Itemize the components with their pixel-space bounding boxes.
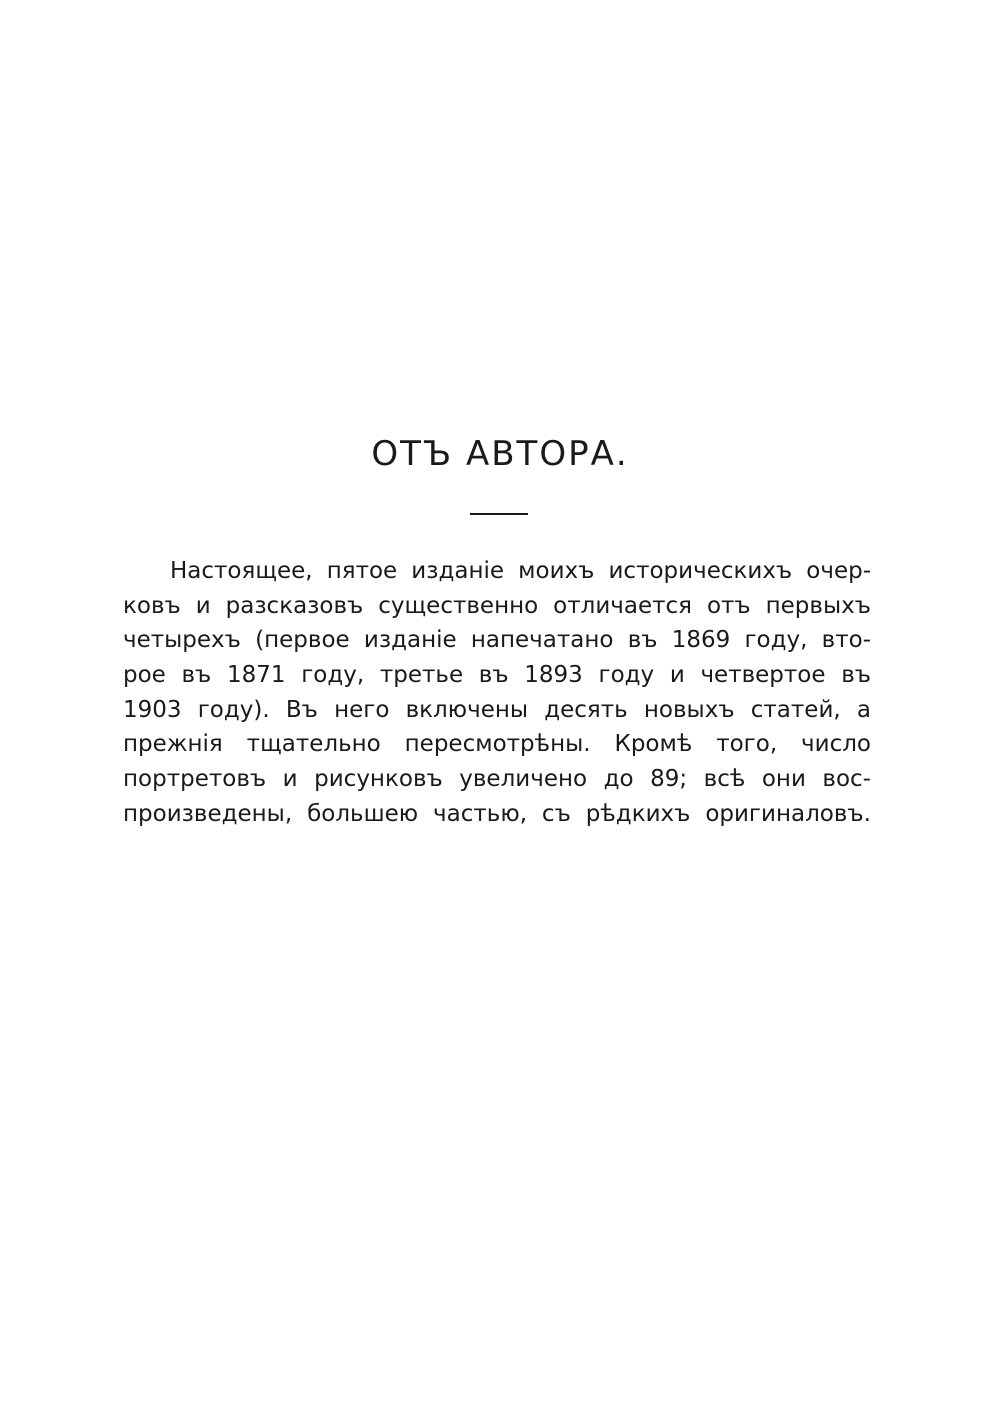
paragraph-line: четырехъ (первое изданіе напечатано въ 1869 году, вто- bbox=[123, 627, 871, 654]
paragraph-line: 1903 году). Въ него включены десять новыхъ статей, а bbox=[123, 696, 871, 723]
paragraph-line: рое въ 1871 году, третье въ 1893 году и четвертое въ bbox=[123, 662, 871, 689]
paragraph-line: портретовъ и рисунковъ увеличено до 89; всѣ они вос- bbox=[123, 766, 871, 793]
page-title: ОТЪ АВТОРА. bbox=[371, 434, 629, 474]
preface-paragraph bbox=[123, 554, 871, 832]
paragraph-line: прежнія тщательно пересмотрѣны. Кромѣ того, число bbox=[123, 731, 871, 758]
title-divider bbox=[470, 513, 528, 515]
paragraph-line: Настоящее, пятое изданіе моихъ историческихъ очер- bbox=[170, 558, 871, 584]
paragraph-line: ковъ и разсказовъ существенно отличается отъ первыхъ bbox=[123, 592, 871, 619]
paragraph-line: произведены, большею частью, съ рѣдкихъ оригиналовъ. bbox=[123, 800, 871, 827]
